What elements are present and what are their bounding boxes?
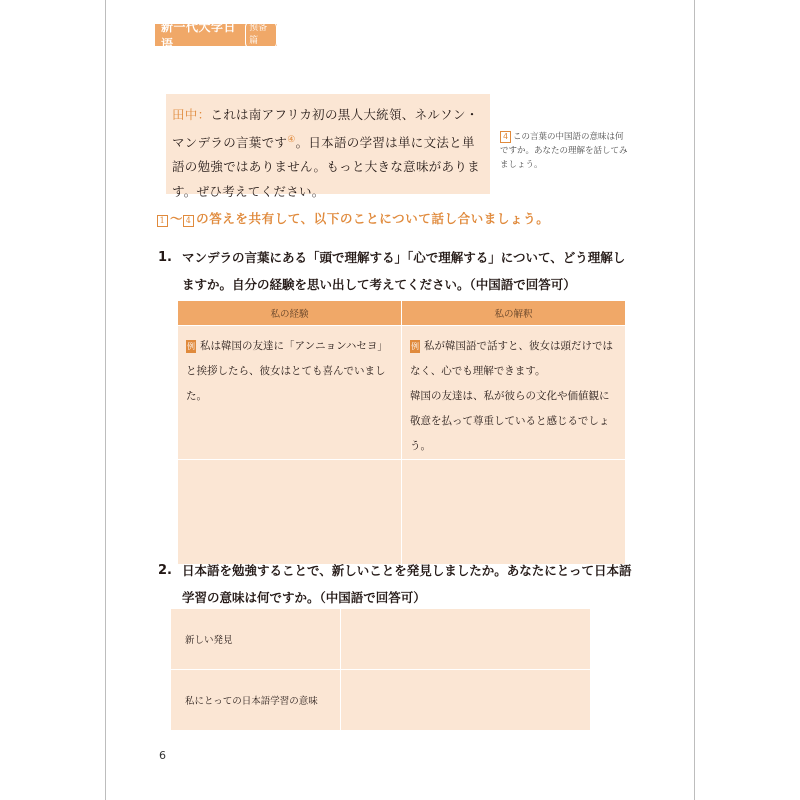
speaker-label: 田中：	[172, 107, 211, 122]
discussion-instruction	[157, 209, 549, 227]
instruction-box-end: 4	[183, 215, 194, 227]
question-2-text: 日本語を勉強することで、新しいことを発見しましたか。あなたにとって日本語学習の意味は何ですか。（中国語で回答可）	[182, 563, 632, 605]
question-1-text: マンデラの言葉にある「頭で理解する」「心で理解する」について、どう理解しますか。自分の経験を思い出して考えてください。（中国語で回答可）	[182, 250, 626, 292]
dialog-text	[172, 103, 484, 204]
interpretation-example-cell	[402, 326, 626, 460]
row-label-new-discovery: 新しい発見	[171, 609, 341, 670]
instruction-dash: 〜	[170, 211, 184, 226]
dialog-line-1: これは南アフリカ初の黒人大統領、ネルソン・マンデラの言葉です	[172, 107, 479, 150]
new-discovery-answer-cell[interactable]	[341, 609, 591, 670]
question-1-table	[177, 300, 626, 565]
question-2-number: 2.	[158, 563, 172, 578]
question-2-table	[170, 608, 591, 731]
level-badge: 预备篇	[245, 21, 277, 49]
interpretation-example-text-2: 韓国の友達は、私が彼らの文化や価値観に敬意を払って尊重していると感じるでしょう。	[410, 390, 610, 452]
column-header-interpretation: 私の解釈	[402, 301, 626, 326]
experience-example-cell	[178, 326, 402, 460]
page-number: 6	[159, 749, 166, 762]
example-mark: 例	[187, 341, 195, 351]
book-title: 新一代大学日语	[161, 20, 237, 51]
side-note-marker: 4	[500, 131, 511, 143]
example-mark: 例	[411, 341, 419, 351]
header-tab	[155, 20, 277, 51]
column-header-experience: 私の経験	[178, 301, 402, 326]
meaning-answer-cell[interactable]	[341, 670, 591, 731]
side-note	[500, 130, 630, 172]
instruction-box-start: 1	[157, 215, 168, 227]
note-marker: ④	[287, 134, 296, 145]
experience-answer-cell[interactable]	[178, 460, 402, 565]
question-1-number: 1.	[158, 250, 172, 265]
side-note-text: この言葉の中国語の意味は何ですか。あなたの理解を話してみましょう。	[500, 132, 628, 170]
dialog-line-2: 。日本語の学習は単に文法と単語の勉強ではありません。もっと大きな意味があります。ぜひ考えてください。	[172, 134, 480, 199]
experience-example-text: 私は韓国の友達に「アンニョンハセヨ」と挨拶したら、彼女はとても喜んでいました。	[186, 340, 388, 402]
interpretation-example-text-1: 私が韓国語で話すと、彼女は頭だけではなく、心でも理解できます。	[410, 340, 613, 377]
interpretation-answer-cell[interactable]	[402, 460, 626, 565]
instruction-text: の答えを共有して、以下のことについて話し合いましょう。	[196, 211, 550, 226]
row-label-meaning: 私にとっての日本語学習の意味	[171, 670, 341, 731]
